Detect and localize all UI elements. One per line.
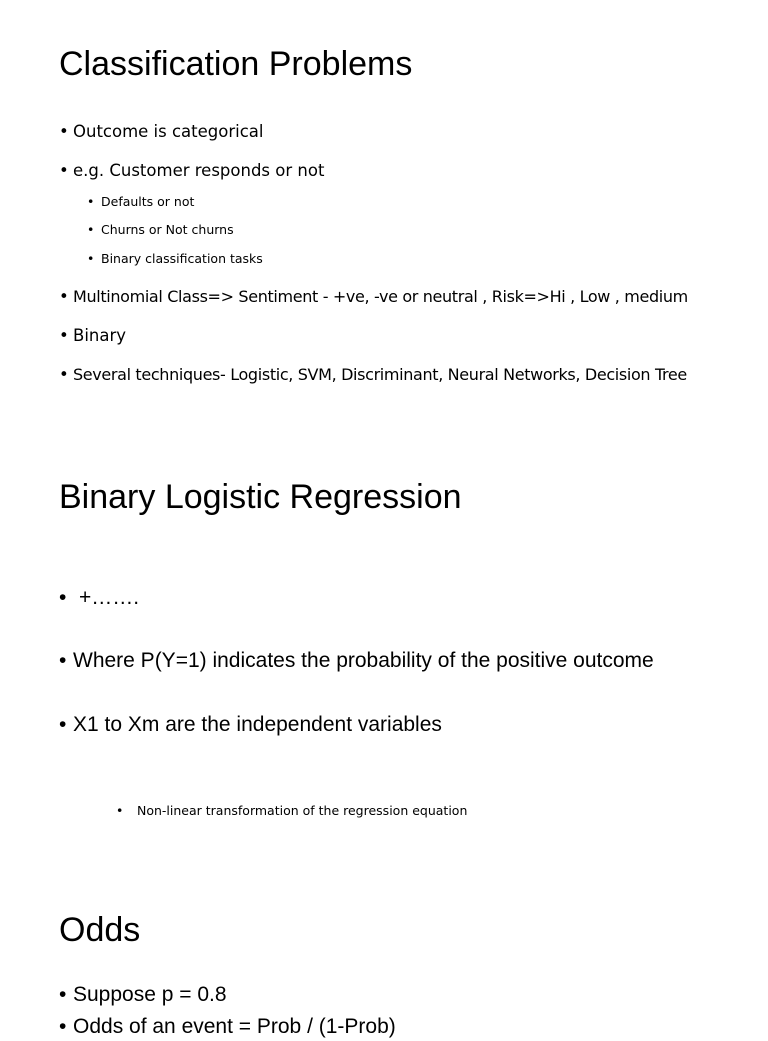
bullet-text: Where P(Y=1) indicates the probability of the positive outcome: [73, 649, 654, 672]
bullet-text: Multinomial Class=> Sentiment - +ve, -ve or neutral , Risk=>Hi , Low , medium: [73, 287, 688, 306]
bullet-text: X1 to Xm are the independent variables: [73, 713, 442, 736]
bullet-icon: •: [59, 1015, 67, 1038]
bullet-icon: •: [87, 222, 95, 237]
bullet-text: Suppose p = 0.8: [73, 983, 227, 1006]
bullet-text: Odds of an event = Prob / (1-Prob): [73, 1015, 396, 1038]
bullet-text: Defaults or not: [101, 194, 195, 209]
bullet-text: +…….: [79, 586, 140, 609]
bullet-icon: •: [116, 803, 124, 818]
bullet-icon: •: [59, 365, 69, 384]
bullet-icon: •: [87, 194, 95, 209]
bullet-icon: •: [59, 287, 69, 306]
bullet-icon: •: [59, 161, 69, 180]
bullet-icon: •: [59, 586, 67, 609]
slide-title: Odds: [59, 911, 141, 949]
bullet-text: Several techniques- Logistic, SVM, Discriminant, Neural Networks, Decision Tree: [73, 365, 687, 384]
bullet-text: Non-linear transformation of the regression equation: [137, 803, 468, 818]
slide-title: Classification Problems: [59, 45, 413, 83]
bullet-icon: •: [59, 122, 69, 141]
bullet-icon: •: [59, 713, 67, 736]
bullet-text: Binary: [73, 326, 127, 345]
bullet-text: Churns or Not churns: [101, 222, 234, 237]
bullet-text: Binary classification tasks: [101, 251, 263, 266]
slide-title: Binary Logistic Regression: [59, 478, 462, 516]
bullet-icon: •: [59, 649, 67, 672]
bullet-text: e.g. Customer responds or not: [73, 161, 325, 180]
bullet-icon: •: [59, 983, 67, 1006]
bullet-icon: •: [87, 251, 95, 266]
bullet-text: Outcome is categorical: [73, 122, 264, 141]
bullet-icon: •: [59, 326, 69, 345]
